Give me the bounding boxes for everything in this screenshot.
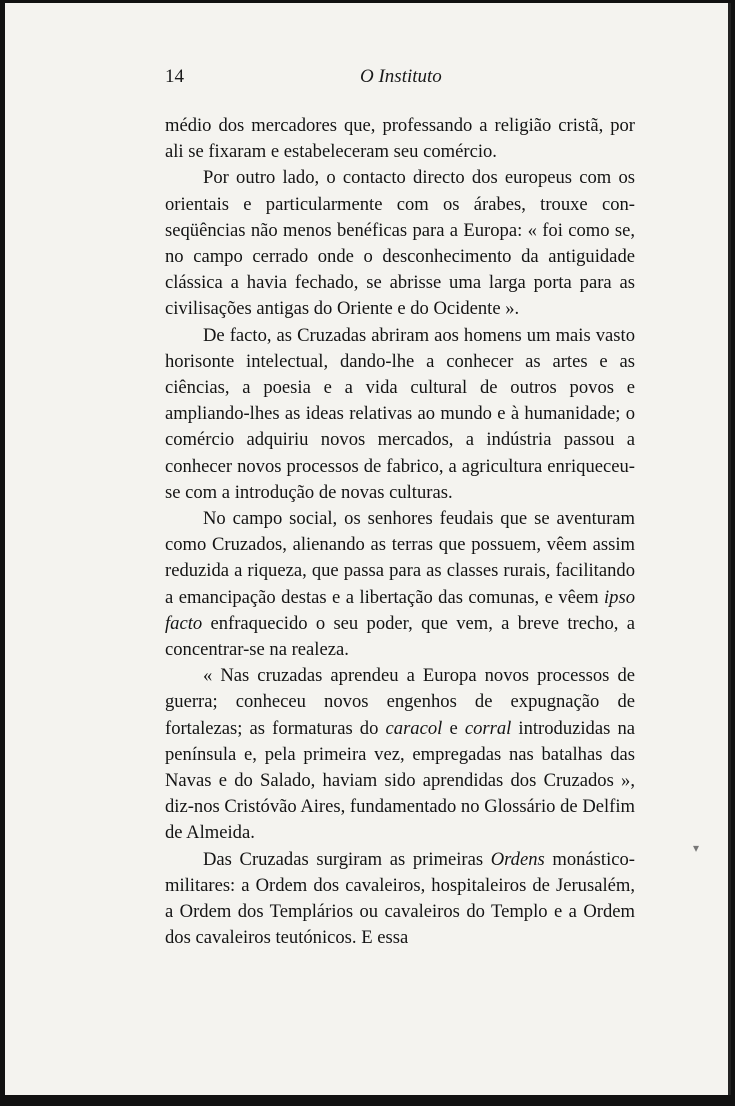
- text-run: e: [442, 717, 465, 739]
- paragraph: [165, 165, 635, 322]
- italic-phrase: caracol: [385, 717, 443, 739]
- body-text: [165, 113, 635, 952]
- text-run: médio dos mercadores que, professando a religião cristã, por ali se fixaram e estabeleceram seu comércio.: [165, 115, 635, 163]
- italic-phrase: Ordens: [490, 848, 545, 870]
- italic-phrase: ipso facto: [165, 586, 635, 634]
- margin-speck-mark: ▾: [693, 841, 700, 855]
- text-run: De facto, as Cruzadas abriram aos homens um mais vasto horisonte intelectual, dando-lhe a conhecer as artes e as ciências, a poesia e a vida cultural de outros povos e ampliando-lhes as ideas relativas ao mundo e à humanidade; o comércio adquiriu novos mercados, a indústria passou a conhecer novos processos de fabrico, a agricultura enriqueceu-se com a introdução de novas culturas.: [165, 324, 635, 503]
- paragraph: [165, 323, 635, 506]
- book-page: [5, 3, 731, 1095]
- text-run: « Nas cruzadas aprendeu a Europa novos processos de guerra; conheceu novos engenhos de expugnação de fortalezas; as formaturas do: [165, 665, 635, 739]
- paragraph: [165, 506, 635, 663]
- text-run: monástico-militares: a Ordem dos cavaleiros, hospitaleiros de Jerusalém, a Ordem dos Templários ou cavaleiros do Templo e a Ordem dos cavaleiros teutónicos. E essa: [165, 848, 635, 949]
- italic-phrase: corral: [464, 717, 512, 739]
- text-run: introduzidas na península e, pela primeira vez, empregadas nas batalhas das Navas e do Salado, haviam sido aprendidas dos Cruzados », diz-nos Cristóvão Aires, fundamentado no Glossário de Delfim de Almeida.: [165, 717, 635, 844]
- page-header: [165, 66, 635, 94]
- paragraph: [165, 847, 635, 952]
- paragraph: [165, 113, 635, 165]
- text-run: No campo social, os senhores feudais que se aventuram como Cruzados, alienando as terras que possuem, vêem assim reduzida a riqueza, que passa para as classes rurais, facilitando a emancipação destas e a libertação das comunas, e vêem: [165, 508, 635, 608]
- running-title: O Instituto: [360, 66, 442, 87]
- paragraph: [165, 663, 635, 846]
- page-number: 14: [165, 66, 184, 87]
- text-run: enfraquecido o seu poder, que vem, a breve trecho, a concentrar-se na realeza.: [165, 612, 635, 661]
- text-run: Das Cruzadas surgiram as primeiras: [203, 848, 491, 870]
- text-run: Por outro lado, o contacto directo dos europeus com os orientais e particularmente com os árabes, trouxe conseqüências não menos benéficas para a Europa: « foi como se, no campo cerrado onde o desconhecimento da antiguidade clássica a havia fechado, se abrisse uma larga porta para as civilisações antigas do Oriente e do Ocidente ».: [165, 167, 635, 320]
